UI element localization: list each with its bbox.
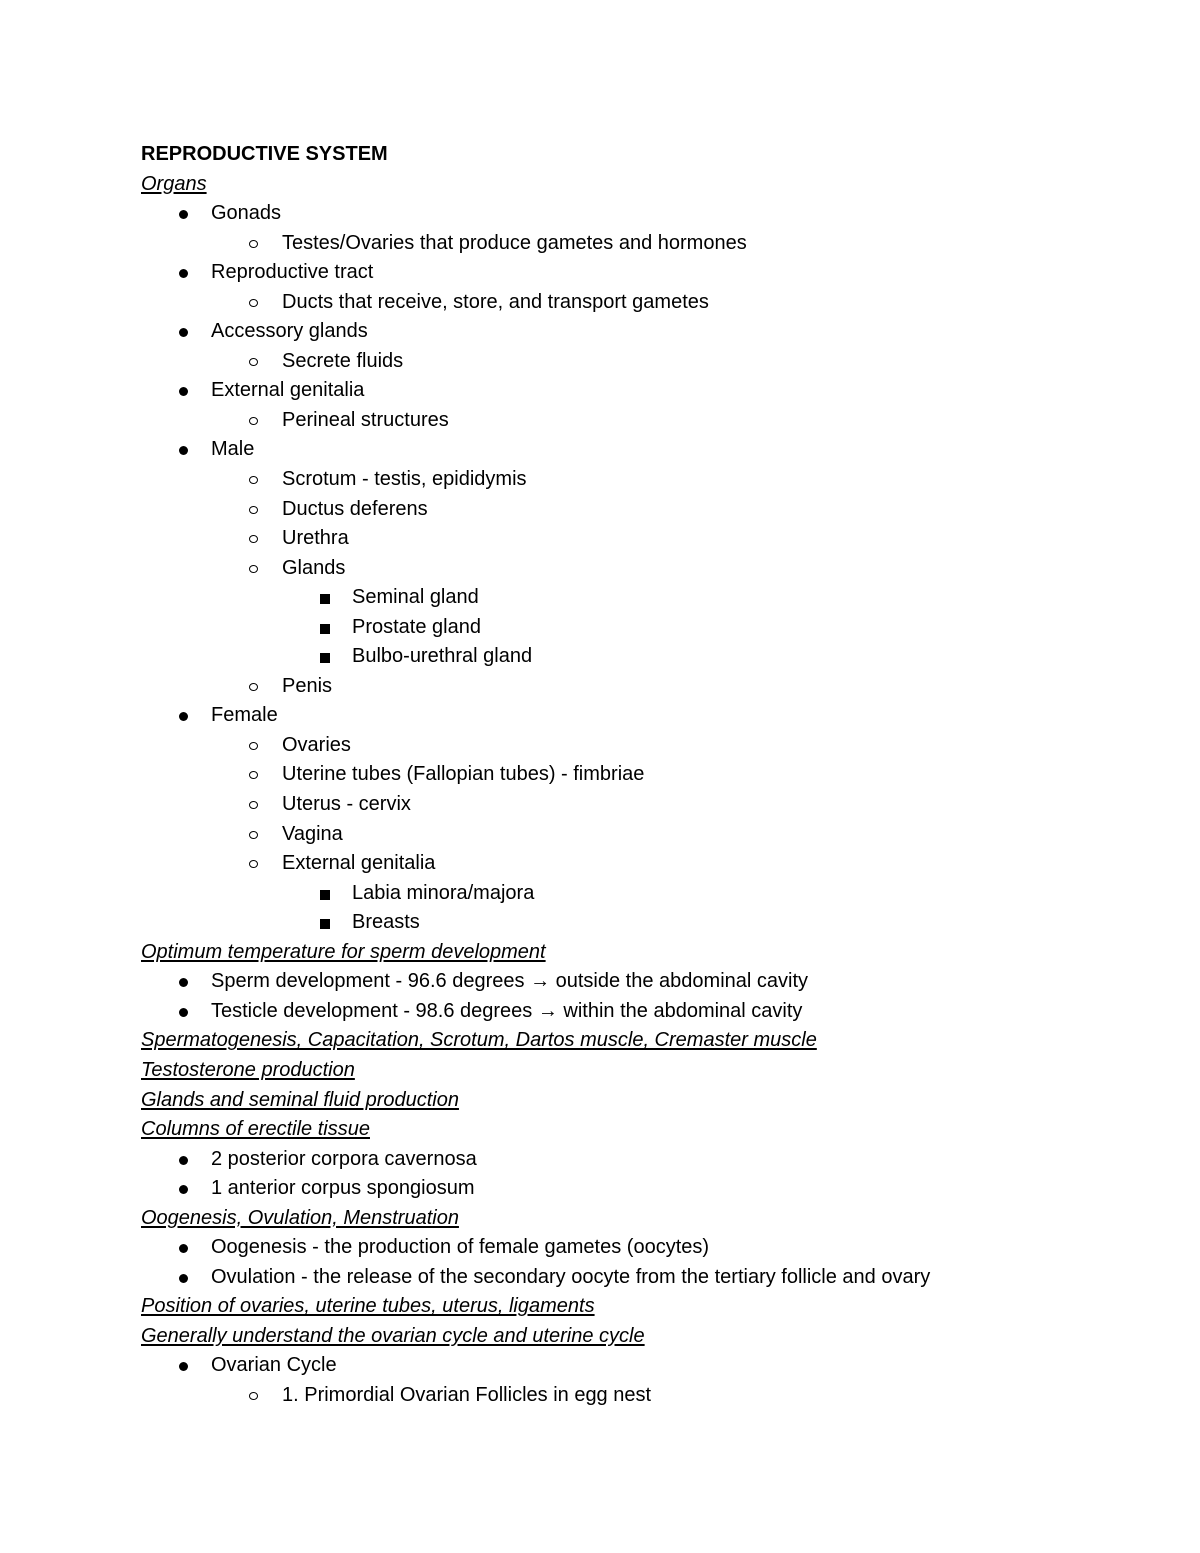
bullet-circle-icon — [249, 299, 258, 307]
bullet-circle-icon — [249, 506, 258, 514]
list-item-text: Secrete fluids — [282, 349, 404, 372]
section-heading-text: Oogenesis, Ovulation, Menstruation — [141, 1206, 459, 1229]
list-item — [141, 376, 1141, 406]
list-item — [141, 701, 1141, 731]
bullet-disc-icon — [179, 1244, 188, 1253]
list-item — [141, 642, 1141, 672]
section-heading-text: Columns of erectile tissue — [141, 1118, 370, 1141]
bullet-square-icon — [320, 919, 330, 929]
list-item-text: Uterine tubes (Fallopian tubes) - fimbriae — [282, 763, 645, 786]
list-item-text: Penis — [282, 674, 333, 697]
list-item — [141, 1263, 1141, 1293]
document-body — [141, 140, 1141, 1411]
section-heading — [141, 1322, 1141, 1352]
bullet-circle-icon — [249, 565, 258, 573]
section-heading — [141, 1204, 1141, 1234]
section-heading-text: Organs — [141, 172, 207, 195]
list-item — [141, 731, 1141, 761]
document-title: REPRODUCTIVE SYSTEM — [141, 143, 388, 165]
list-item-text: Male — [211, 438, 255, 461]
list-item — [141, 672, 1141, 702]
outline-list — [141, 170, 1141, 1411]
list-item — [141, 495, 1141, 525]
list-item-text: Gonads — [211, 202, 282, 225]
list-item — [141, 820, 1141, 850]
section-heading-text: Position of ovaries, uterine tubes, uterus, ligaments — [141, 1295, 595, 1318]
list-item-text: Seminal gland — [352, 586, 479, 609]
bullet-circle-icon — [249, 831, 258, 839]
bullet-disc-icon — [179, 712, 188, 721]
list-item — [141, 1233, 1141, 1263]
list-item-text: Ovaries — [282, 733, 351, 756]
list-item-text: Scrotum - testis, epididymis — [282, 468, 527, 491]
bullet-disc-icon — [179, 387, 188, 396]
list-item — [141, 347, 1141, 377]
list-item-text: Labia minora/majora — [352, 881, 535, 904]
list-item — [141, 317, 1141, 347]
list-item — [141, 258, 1141, 288]
list-item — [141, 1145, 1141, 1175]
section-heading-text: Optimum temperature for sperm development — [141, 940, 546, 963]
list-item-text: Ovarian Cycle — [211, 1354, 337, 1377]
bullet-circle-icon — [249, 860, 258, 868]
list-item — [141, 997, 1141, 1027]
list-item-text: Ovulation - the release of the secondary oocyte from the tertiary follicle and ovary — [211, 1265, 931, 1288]
bullet-disc-icon — [179, 328, 188, 337]
section-heading — [141, 938, 1141, 968]
list-item-text: Urethra — [282, 527, 349, 550]
list-item — [141, 613, 1141, 643]
list-item-text: Ductus deferens — [282, 497, 428, 520]
list-item-text: Oogenesis - the production of female gametes (oocytes) — [211, 1236, 710, 1259]
bullet-square-icon — [320, 624, 330, 634]
bullet-circle-icon — [249, 683, 258, 691]
list-item — [141, 435, 1141, 465]
list-item-text: Prostate gland — [352, 615, 481, 638]
section-heading-text: Generally understand the ovarian cycle and uterine cycle — [141, 1324, 645, 1347]
list-item-text: Female — [211, 704, 278, 727]
list-item-text: External genitalia — [282, 852, 436, 875]
list-item-text: Sperm development - 96.6 degrees → outside the abdominal cavity — [211, 970, 809, 993]
bullet-circle-icon — [249, 801, 258, 809]
section-heading — [141, 170, 1141, 200]
bullet-disc-icon — [179, 210, 188, 219]
list-item — [141, 1351, 1141, 1381]
list-item — [141, 229, 1141, 259]
list-item-text: Perineal structures — [282, 408, 449, 431]
section-heading-text: Glands and seminal fluid production — [141, 1088, 459, 1111]
bullet-disc-icon — [179, 1362, 188, 1371]
list-item — [141, 849, 1141, 879]
section-heading — [141, 1292, 1141, 1322]
section-heading — [141, 1115, 1141, 1145]
list-item-text: 2 posterior corpora cavernosa — [211, 1147, 477, 1170]
list-item-text: Ducts that receive, store, and transport gametes — [282, 290, 709, 313]
list-item — [141, 967, 1141, 997]
bullet-circle-icon — [249, 240, 258, 248]
list-item — [141, 908, 1141, 938]
list-item-text: Testes/Ovaries that produce gametes and hormones — [282, 231, 747, 254]
bullet-circle-icon — [249, 358, 258, 366]
bullet-circle-icon — [249, 476, 258, 484]
bullet-square-icon — [320, 653, 330, 663]
list-item-text: Bulbo-urethral gland — [352, 645, 533, 668]
bullet-circle-icon — [249, 417, 258, 425]
bullet-disc-icon — [179, 1156, 188, 1165]
bullet-square-icon — [320, 890, 330, 900]
list-item — [141, 524, 1141, 554]
list-item-text: 1. Primordial Ovarian Follicles in egg nest — [282, 1383, 652, 1406]
bullet-circle-icon — [249, 771, 258, 779]
bullet-disc-icon — [179, 269, 188, 278]
bullet-disc-icon — [179, 1274, 188, 1283]
list-item-text: External genitalia — [211, 379, 365, 402]
list-item — [141, 406, 1141, 436]
bullet-circle-icon — [249, 742, 258, 750]
list-item-text: Breasts — [352, 911, 420, 934]
list-item — [141, 465, 1141, 495]
list-item — [141, 583, 1141, 613]
list-item — [141, 554, 1141, 584]
list-item-text: Reproductive tract — [211, 261, 374, 284]
list-item — [141, 790, 1141, 820]
bullet-disc-icon — [179, 446, 188, 455]
list-item-text: Accessory glands — [211, 320, 368, 343]
bullet-circle-icon — [249, 535, 258, 543]
section-heading — [141, 1056, 1141, 1086]
section-heading — [141, 1026, 1141, 1056]
bullet-square-icon — [320, 594, 330, 604]
list-item-text: Testicle development - 98.6 degrees → within the abdominal cavity — [211, 999, 803, 1022]
list-item-text: Glands — [282, 556, 346, 579]
list-item — [141, 1174, 1141, 1204]
list-item-text: Uterus - cervix — [282, 793, 411, 816]
bullet-disc-icon — [179, 978, 188, 987]
section-heading-text: Spermatogenesis, Capacitation, Scrotum, Dartos muscle, Cremaster muscle — [141, 1029, 817, 1052]
bullet-circle-icon — [249, 1392, 258, 1400]
list-item — [141, 760, 1141, 790]
list-item — [141, 288, 1141, 318]
list-item-text: 1 anterior corpus spongiosum — [211, 1177, 475, 1200]
list-item — [141, 879, 1141, 909]
bullet-disc-icon — [179, 1185, 188, 1194]
list-item — [141, 1381, 1141, 1411]
list-item — [141, 199, 1141, 229]
list-item-text: Vagina — [282, 822, 343, 845]
section-heading-text: Testosterone production — [141, 1058, 355, 1081]
bullet-disc-icon — [179, 1008, 188, 1017]
section-heading — [141, 1086, 1141, 1116]
